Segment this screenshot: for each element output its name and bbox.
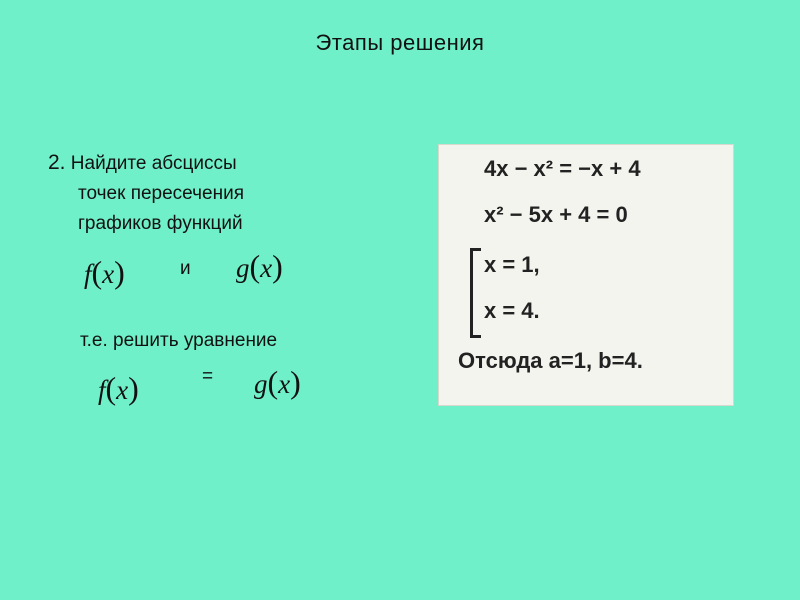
function-g-1: g(x) — [236, 248, 283, 284]
x-var: x — [116, 375, 129, 405]
step-text — [48, 148, 244, 239]
x-var: x — [102, 259, 115, 289]
conclusion: Отсюда a=1, b=4. — [458, 348, 643, 373]
g-letter: g — [236, 253, 250, 283]
conjunction: и — [180, 258, 191, 279]
step-line-2: точек пересечения — [78, 183, 244, 204]
slide-title: Этапы решения — [315, 30, 485, 55]
step-line-3: графиков функций — [78, 213, 243, 234]
step-line-1-text: Найдите абсциссы — [70, 153, 237, 174]
function-g-2: g(x) — [254, 364, 301, 400]
bracket-icon — [470, 248, 481, 338]
math-solution-image — [438, 144, 734, 406]
g-letter: g — [254, 369, 268, 399]
root-2: x = 4. — [484, 298, 540, 323]
equals-sign: = — [202, 366, 214, 387]
f-letter: f — [84, 259, 92, 289]
function-f-2: f(x) — [98, 370, 139, 406]
step-line-1 — [48, 148, 244, 179]
root-1: x = 1, — [484, 252, 540, 277]
step-number: 2. — [48, 151, 66, 174]
function-f-1: f(x) — [84, 254, 125, 290]
equation-2: x² − 5x + 4 = 0 — [484, 202, 628, 227]
x-var: x — [260, 253, 273, 283]
x-var: x — [278, 369, 291, 399]
step-line-4: т.е. решить уравнение — [80, 330, 278, 351]
equation-1: 4x − x² = −x + 4 — [484, 156, 641, 181]
f-letter: f — [98, 375, 106, 405]
